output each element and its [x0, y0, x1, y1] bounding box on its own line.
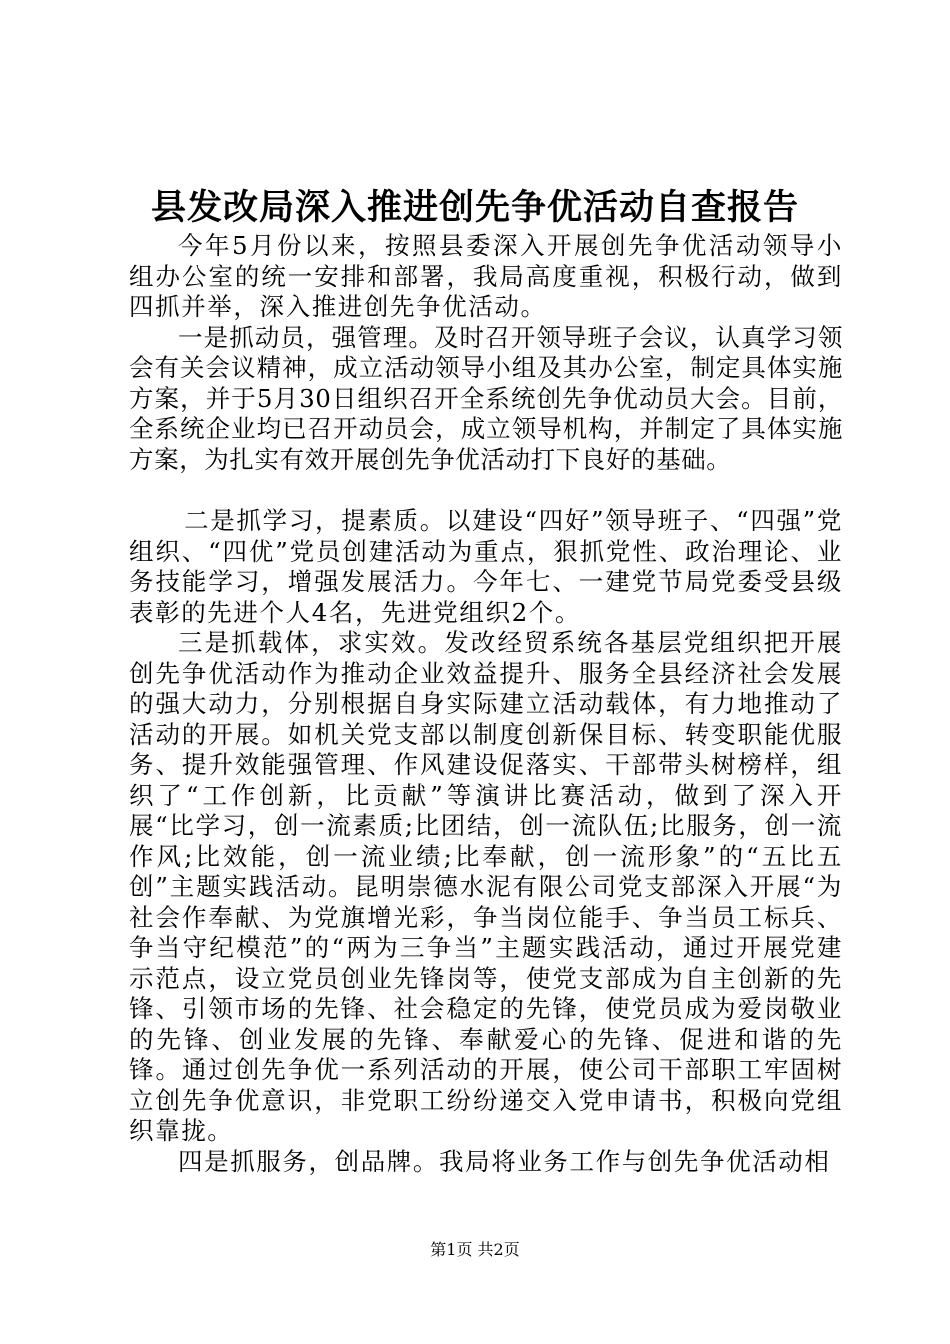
paragraph-intro: 今年5月份以来，按照县委深入开展创先争优活动领导小组办公室的统一安排和部署，我局高度重视，积极行动，做到四抓并举，深入推进创先争优活动。 [129, 231, 843, 321]
paragraph-service: 四是抓服务，创品牌。我局将业务工作与创先争优活动相 [178, 1146, 831, 1176]
paragraph-study: 二是抓学习，提素质。以建设“四好”领导班子、“四强”党组织、“四优”党员创建活动为重点，狠抓党性、政治理论、业务技能学习，增强发展活力。今年七、一建党节局党委受县级表彰的先进个人4名，先进党组织2个。 [129, 506, 843, 627]
document-body [129, 231, 843, 1177]
document-title: 县发改局深入推进创先争优活动自查报告 [150, 187, 799, 228]
page-number: 第1页 共2页 [430, 1240, 520, 1259]
paragraph-mobilization: 一是抓动员，强管理。及时召开领导班子会议，认真学习领会有关会议精神，成立活动领导小组及其办公室，制定具体实施方案，并于5月30日组织召开全系统创先争优动员大会。目前，全系统企业均已召开动员会，成立领导机构，并制定了具体实施方案，为扎实有效开展创先争优活动打下良好的基础。 [129, 322, 843, 474]
paragraph-carrier: 三是抓载体，求实效。发改经贸系统各基层党组织把开展创先争优活动作为推动企业效益提升、服务全县经济社会发展的强大动力，分别根据自身实际建立活动载体，有力地推动了活动的开展。如机关党支部以制度创新保目标、转变职能优服务、提升效能强管理、作风建设促落实、干部带头树榜样，组织了“工作创新，比贡献”等演讲比赛活动，做到了深入开展“比学习，创一流素质;比团结，创一流队伍;比服务，创一流作风;比效能，创一流业绩;比奉献，创一流形象”的“五比五创”主题实践活动。昆明崇德水泥有限公司党支部深入开展“为社会作奉献、为党旗增光彩，争当岗位能手、争当员工标兵、争当守纪模范”的“两为三争当”主题实践活动，通过开展党建示范点，设立党员创业先锋岗等，使党支部成为自主创新的先锋、引领市场的先锋、社会稳定的先锋，使党员成为爱岗敬业的先锋、创业发展的先锋、奉献爱心的先锋、促进和谐的先锋。通过创先争优一系列活动的开展，使公司干部职工牢固树立创先争优意识，非党职工纷纷递交入党申请书，积极向党组织靠拢。 [129, 628, 843, 1145]
paragraph-gap [129, 475, 843, 506]
